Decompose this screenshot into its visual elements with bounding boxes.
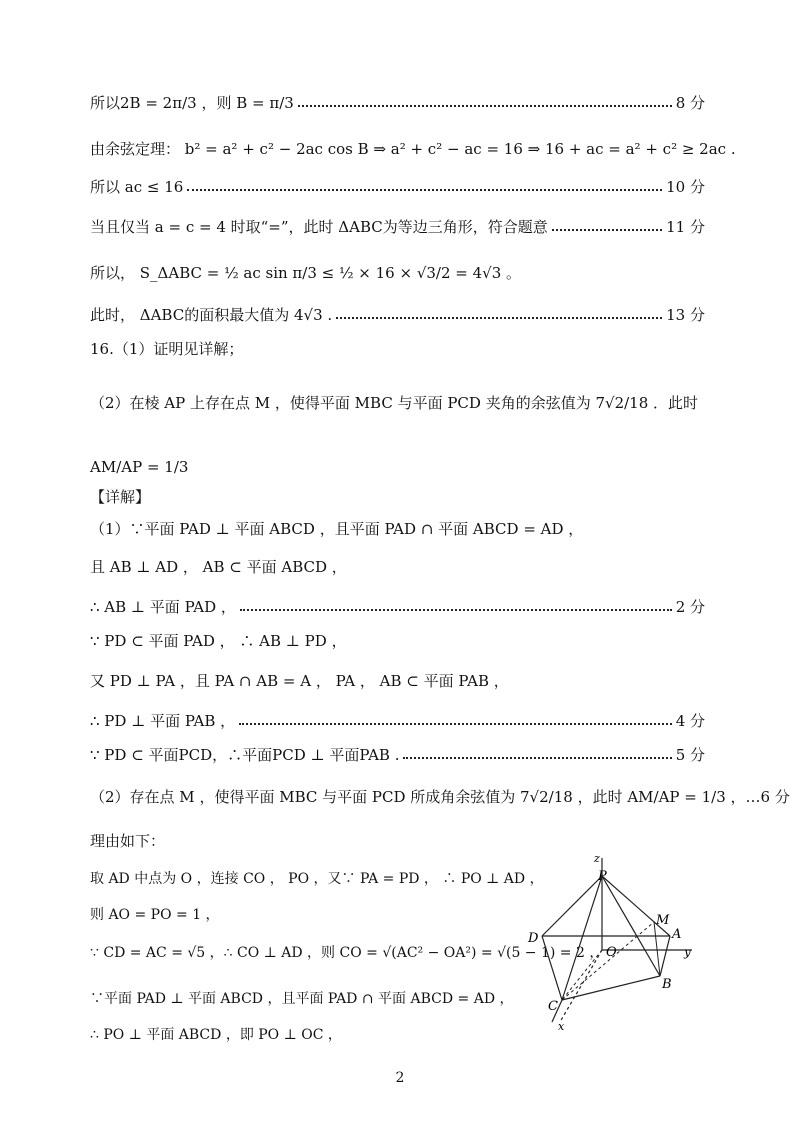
edge-PB — [602, 876, 660, 976]
line-6-text: 此时， ΔABC的面积最大值为 4√3 . — [90, 306, 333, 324]
label-O: O — [606, 945, 617, 960]
line-17-text: ∵ PD ⊂ 平面PCD，∴平面PCD ⊥ 平面PAB . — [90, 746, 400, 764]
line-17 — [90, 744, 705, 765]
line-3-score: 10 分 — [666, 178, 705, 196]
line-20: 取 AD 中点为 O ，连接 CO ， PO ，又∵ PA = PD ， ∴ PO ⊥ AD ， — [90, 871, 544, 887]
label-z: z — [594, 852, 600, 865]
line-13 — [90, 596, 705, 617]
line-14: ∵ PD ⊂ 平面 PAD ， ∴ AB ⊥ PD ， — [90, 632, 347, 650]
label-B: B — [662, 977, 672, 992]
pyramid-figure — [522, 850, 722, 1040]
dot-leader — [240, 609, 672, 611]
page-number: 2 — [395, 1070, 405, 1086]
line-9: AM/AP = 1/3 — [90, 458, 189, 476]
line-24: ∴ PO ⊥ 平面 ABCD ，即 PO ⊥ OC ， — [90, 1027, 342, 1043]
edge-PC — [562, 876, 602, 1000]
line-7: 16.（1）证明见详解； — [90, 340, 244, 358]
label-A: A — [672, 927, 682, 942]
line-6 — [90, 304, 705, 325]
line-16 — [90, 710, 705, 731]
dot-leader — [187, 189, 662, 191]
line-11: （1）∵平面 PAD ⊥ 平面 ABCD ，且平面 PAD ∩ 平面 ABCD = AD ， — [90, 520, 584, 538]
label-x: x — [558, 1020, 565, 1033]
line-23: ∵平面 PAD ⊥ 平面 ABCD ，且平面 PAD ∩ 平面 ABCD = AD ， — [90, 991, 514, 1007]
line-16-text: ∴ PD ⊥ 平面 PAB ， — [90, 712, 236, 730]
line-15: 又 PD ⊥ PA ，且 PA ∩ AB = A ， PA ， AB ⊂ 平面 PAB ， — [90, 672, 509, 690]
line-12: 且 AB ⊥ AD ， AB ⊂ 平面 ABCD ， — [90, 558, 347, 576]
label-M: M — [656, 913, 670, 928]
line-3-text: 所以 ac ≤ 16 — [90, 178, 184, 196]
section-heading: 【详解】 — [90, 488, 151, 506]
label-y: y — [684, 945, 691, 959]
line-21: 则 AO = PO = 1 ， — [90, 907, 220, 923]
segment-OC — [562, 950, 602, 1000]
line-18: （2）存在点 M ，使得平面 MBC 与平面 PCD 所成角余弦值为 7√2/18 ，此时 AM/AP = 1/3 ，…6 分 — [90, 788, 790, 806]
line-4 — [90, 216, 705, 237]
label-C: C — [548, 999, 558, 1014]
dot-leader — [239, 723, 672, 725]
dot-leader — [336, 317, 662, 319]
line-1-text: 所以2B = 2π/3 ，则 B = π/3 — [90, 94, 294, 112]
line-6-score: 13 分 — [666, 306, 705, 324]
edge-DC — [542, 936, 562, 1000]
line-17-score: 5 分 — [675, 746, 705, 764]
dot-leader — [298, 105, 672, 107]
label-P: P — [598, 869, 607, 884]
line-3 — [90, 176, 705, 197]
line-19: 理由如下： — [90, 832, 166, 850]
dot-leader — [552, 229, 662, 231]
label-D: D — [528, 931, 539, 946]
line-22: ∵ CD = AC = √5 ，∴ CO ⊥ AD ，则 CO = √(AC² − OA²) = √(5 − 1) = 2 ， — [90, 945, 604, 961]
line-2: 由余弦定理： b² = a² + c² − 2ac cos B ⇒ a² + c² − ac = 16 ⇒ 16 + ac = a² + c² ≥ 2ac . — [90, 140, 736, 158]
line-1 — [90, 92, 705, 113]
edge-PD — [542, 876, 602, 936]
line-13-score: 2 分 — [675, 598, 705, 616]
dot-leader — [403, 757, 671, 759]
line-4-score: 11 分 — [666, 218, 705, 236]
line-1-score: 8 分 — [675, 94, 705, 112]
line-4-text: 当且仅当 a = c = 4 时取“=”，此时 ΔABC为等边三角形，符合题意 — [90, 218, 548, 236]
edge-BA — [660, 936, 670, 976]
line-16-score: 4 分 — [675, 712, 705, 730]
line-8: （2）在棱 AP 上存在点 M ，使得平面 MBC 与平面 PCD 夹角的余弦值为 7√2/18 ．此时 — [90, 394, 699, 412]
line-5: 所以， S_ΔABC = ½ ac sin π/3 ≤ ½ × 16 × √3/2 = 4√3 。 — [90, 264, 522, 282]
line-13-text: ∴ AB ⊥ 平面 PAD ， — [90, 598, 236, 616]
